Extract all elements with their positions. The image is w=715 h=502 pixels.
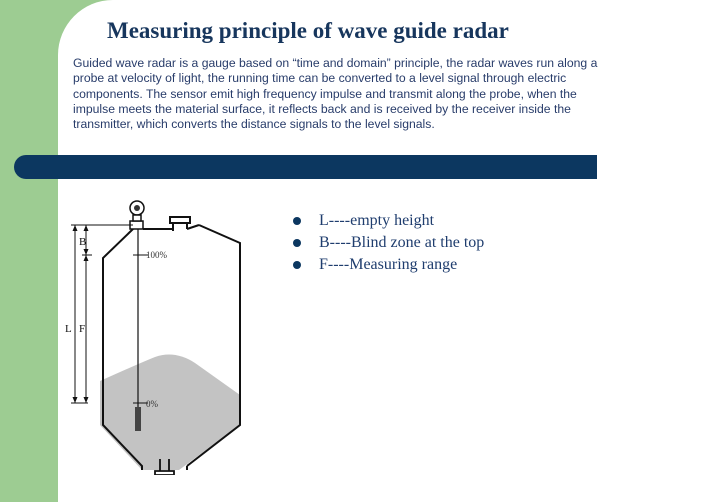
level-100-label: 100% <box>146 250 167 260</box>
level-0-label: 0% <box>146 399 158 409</box>
slide-title: Measuring principle of wave guide radar <box>107 18 509 43</box>
material-pile <box>100 355 240 470</box>
tank-diagram <box>60 195 260 475</box>
legend-item <box>290 210 484 232</box>
bullet-icon <box>293 239 301 247</box>
divider-band <box>14 155 597 179</box>
bullet-icon <box>293 217 301 225</box>
green-sidebar <box>0 0 58 502</box>
label-l: L <box>65 323 72 335</box>
probe-weight <box>135 407 141 431</box>
bullet-icon <box>293 261 301 269</box>
label-f: F <box>79 323 86 335</box>
label-b: B <box>79 236 87 248</box>
legend-item <box>290 232 484 254</box>
legend-item-text: B----Blind zone at the top <box>319 234 485 251</box>
principle-description: Guided wave radar is a gauge based on “time and domain” principle, the radar waves run along a probe at velocity of light, the running time can be converted to a level signal through electric components. The sensor emit high frequency impulse and transmit along the probe, when the impulse meets the material surface, it reflects back and is received by the receiver inside the transmitter, which converts the distance signals to the level signals. <box>73 56 598 132</box>
legend-list <box>290 210 484 276</box>
legend-item-text: L----empty height <box>319 212 435 229</box>
legend-item <box>290 254 484 276</box>
legend-item-text: F----Measuring range <box>319 256 458 273</box>
